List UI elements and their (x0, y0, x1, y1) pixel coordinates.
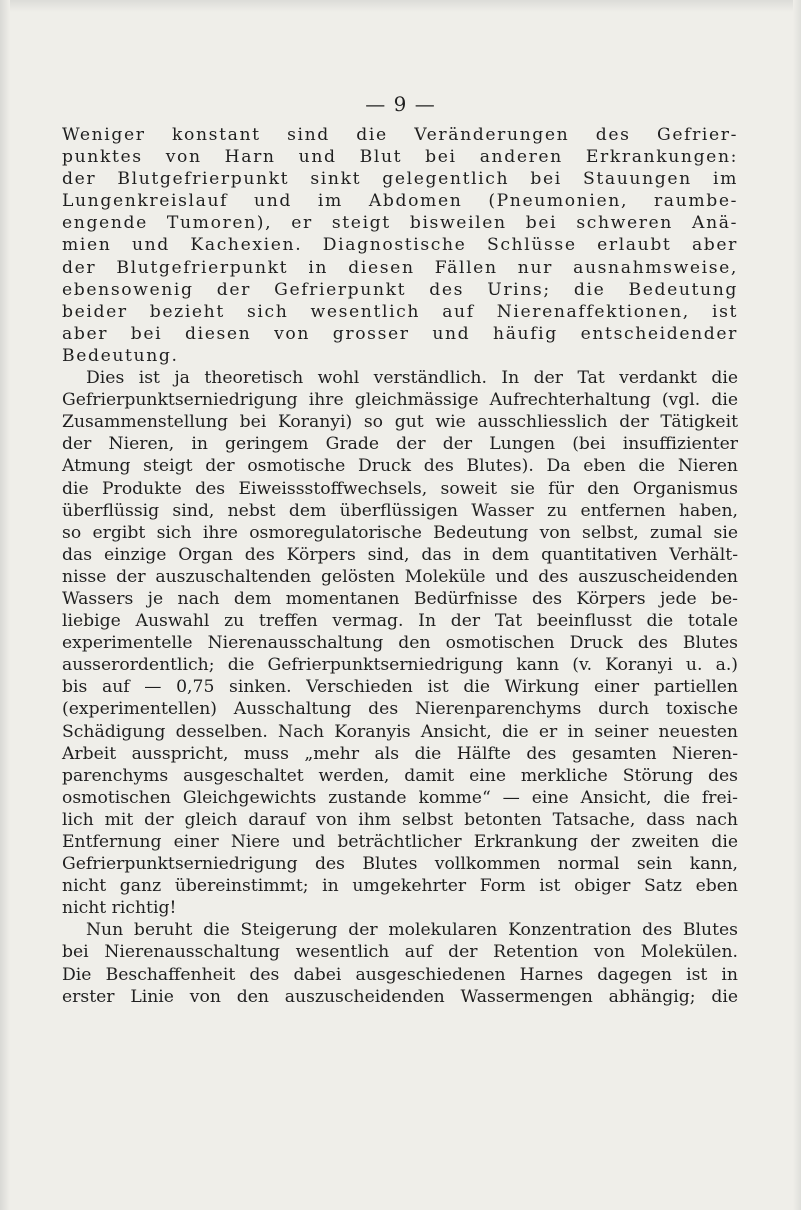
page-edge-left (0, 0, 10, 1210)
text-line: osmotischen Gleichgewichts zustande komme“ — eine Ansicht, die frei- (62, 787, 738, 808)
text-line: liebige Auswahl zu treffen vermag. In der Tat beeinflusst die totale (62, 611, 738, 632)
text-line: Bedeutung. (62, 345, 179, 366)
text-line: ausserordentlich; die Gefrierpunktserniedrigung kann (v. Koranyi u. a.) (62, 655, 738, 676)
text-line: engende Tumoren), er steigt bisweilen bei schweren Anä- (62, 213, 738, 234)
text-line: parenchyms ausgeschaltet werden, damit eine merkliche Störung des (62, 765, 738, 786)
text-line: nicht richtig! (62, 898, 177, 919)
text-line: beider bezieht sich wesentlich auf Nierenaffektionen, ist (62, 301, 738, 322)
text-line: nisse der auszuschaltenden gelösten Moleküle und des auszuscheidenden (62, 566, 738, 587)
text-line: Die Beschaffenheit des dabei ausgeschiedenen Harnes dagegen ist in (62, 964, 738, 985)
page-edge-right (793, 0, 801, 1210)
text-line: der Nieren, in geringem Grade der der Lungen (bei insuffizienter (62, 434, 738, 455)
text-line: mien und Kachexien. Diagnostische Schlüsse erlaubt aber (62, 235, 738, 256)
text-line: bei Nierenausschaltung wesentlich auf der Retention von Molekülen. (62, 942, 738, 963)
text-line: Wassers je nach dem momentanen Bedürfnisse des Körpers jede be- (62, 588, 738, 609)
text-line: ebensowenig der Gefrierpunkt des Urins; die Bedeutung (62, 279, 738, 300)
text-line: Weniger konstant sind die Veränderungen des Gefrier- (62, 125, 738, 145)
text-line: lich mit der gleich darauf von ihm selbst betonten Tatsache, dass nach (62, 809, 738, 830)
text-line: (experimentellen) Ausschaltung des Nierenparenchyms durch toxische (62, 699, 738, 720)
text-line: erster Linie von den auszuscheidenden Wassermengen abhängig; die (62, 986, 738, 1007)
text-line: der Blutgefrierpunkt in diesen Fällen nur ausnahmsweise, (62, 257, 738, 278)
text-line: Entfernung einer Niere und beträchtlicher Erkrankung der zweiten die (62, 832, 738, 852)
page-edge-top (0, 0, 801, 12)
text-line: Dies ist ja theoretisch wohl verständlich. In der Tat verdankt die (86, 368, 738, 389)
text-line: Atmung steigt der osmotische Druck des Blutes). Da eben die Nieren (62, 456, 738, 477)
text-line: Nun beruht die Steigerung der molekularen Konzentration des Blutes (86, 920, 738, 941)
text-line: Gefrierpunktserniedrigung ihre gleichmässige Aufrechterhaltung (vgl. die (62, 390, 738, 411)
text-line: experimentelle Nierenausschaltung den osmotischen Druck des Blutes (62, 633, 738, 654)
page-number: — 9 — (365, 92, 436, 116)
body-text (62, 124, 738, 1008)
text-line: Lungenkreislauf und im Abdomen (Pneumonien, raumbe- (62, 191, 738, 212)
text-line: aber bei diesen von grosser und häufig entscheidender (62, 323, 738, 344)
text-line: nicht ganz übereinstimmt; in umgekehrter Form ist obiger Satz eben (62, 876, 738, 897)
text-line: die Produkte des Eiweissstoffwechsels, soweit sie für den Organismus (62, 478, 738, 499)
text-line: Zusammenstellung bei Koranyi) so gut wie ausschliesslich der Tätigkeit (62, 412, 738, 433)
text-line: Arbeit ausspricht, muss „mehr als die Hälfte des gesamten Nieren- (62, 743, 738, 764)
text-line: punktes von Harn und Blut bei anderen Erkrankungen: (62, 147, 738, 168)
text-line: so ergibt sich ihre osmoregulatorische Bedeutung von selbst, zumal sie (62, 522, 738, 543)
text-line: Gefrierpunktserniedrigung des Blutes vollkommen normal sein kann, (62, 854, 738, 875)
text-line: überflüssig sind, nebst dem überflüssigen Wasser zu entfernen haben, (62, 500, 738, 521)
text-line: bis auf — 0,75 sinken. Verschieden ist die Wirkung einer partiellen (62, 677, 738, 698)
text-line: das einzige Organ des Körpers sind, das in dem quantitativen Verhält- (62, 544, 738, 565)
text-line: der Blutgefrierpunkt sinkt gelegentlich bei Stauungen im (62, 169, 738, 190)
text-line: Schädigung desselben. Nach Koranyis Ansicht, die er in seiner neuesten (62, 721, 738, 742)
